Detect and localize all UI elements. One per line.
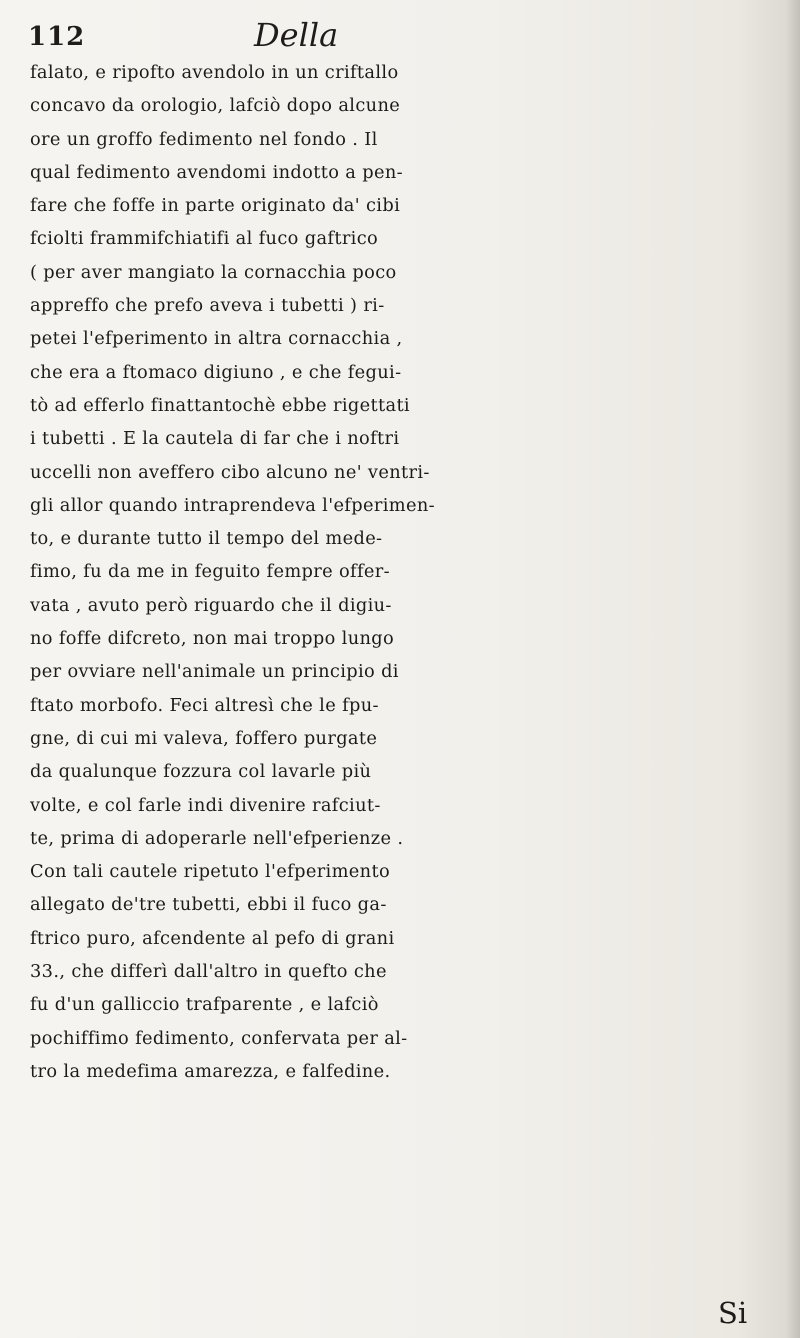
text-line: concavo da orologio, lafciò dopo alcune	[30, 95, 401, 117]
text-line: fu d'un galliccio trafparente , e lafciò	[30, 994, 379, 1016]
text-line: pochiffimo fedimento, confervata per al-	[30, 1027, 408, 1049]
body-text	[30, 56, 794, 1088]
text-line: volte, e col farle indi divenire rafciut-	[30, 794, 381, 816]
page-header	[28, 18, 788, 58]
text-line: uccelli non aveffero cibo alcuno ne' ventri-	[30, 461, 430, 483]
text-line: allegato de'tre tubetti, ebbi il fuco ga-	[30, 894, 387, 916]
text-line: falato, e ripofto avendolo in un criftallo	[30, 62, 399, 83]
text-line: appreffo che prefo aveva i tubetti ) ri-	[30, 295, 385, 317]
text-line: ftato morbofo. Feci altresì che le fpu-	[30, 694, 379, 716]
text-line: i tubetti . E la cautela di far che i noftri	[30, 428, 400, 450]
text-line: gli allor quando intraprendeva l'efperimen-	[30, 494, 435, 516]
text-line: ore un groffo fedimento nel fondo . Il	[30, 128, 378, 150]
text-line: te, prima di adoperarle nell'efperienze .	[30, 827, 404, 849]
text-line: fciolti frammifchiatifi al fuco gaftrico	[30, 228, 379, 250]
text-line: gne, di cui mi valeva, foffero purgate	[30, 727, 378, 749]
text-line: da qualunque fozzura col lavarle più	[30, 761, 372, 783]
text-line: fare che foffe in parte originato da' cibi	[30, 195, 401, 217]
text-line: fimo, fu da me in feguito fempre offer-	[30, 561, 390, 583]
text-line: ( per aver mangiato la cornacchia poco	[30, 261, 397, 283]
text-line: tò ad efferlo finattantochè ebbe rigettati	[30, 394, 410, 416]
text-line: Con tali cautele ripetuto l'efperimento	[30, 861, 391, 883]
text-line: che era a ftomaco digiuno , e che fegui-	[30, 361, 402, 383]
catchword: Si	[718, 1296, 748, 1330]
text-line: per ovviare nell'animale un principio di	[30, 661, 399, 683]
text-line: to, e durante tutto il tempo del mede-	[30, 528, 383, 550]
page-number: 112	[28, 22, 86, 52]
text-line: 33., che differì dall'altro in quefto che	[30, 961, 387, 983]
text-line: qual fedimento avendomi indotto a pen-	[30, 161, 403, 183]
text-line: tro la medefima amarezza, e falfedine.	[30, 1060, 391, 1082]
running-head: Della	[254, 16, 339, 54]
text-line: vata , avuto però riguardo che il digiu-	[30, 594, 392, 616]
text-line: ftrico puro, afcendente al pefo di grani	[30, 927, 395, 949]
text-line: no foffe difcreto, non mai troppo lungo	[30, 628, 395, 650]
text-line: petei l'efperimento in altra cornacchia ,	[30, 328, 403, 350]
